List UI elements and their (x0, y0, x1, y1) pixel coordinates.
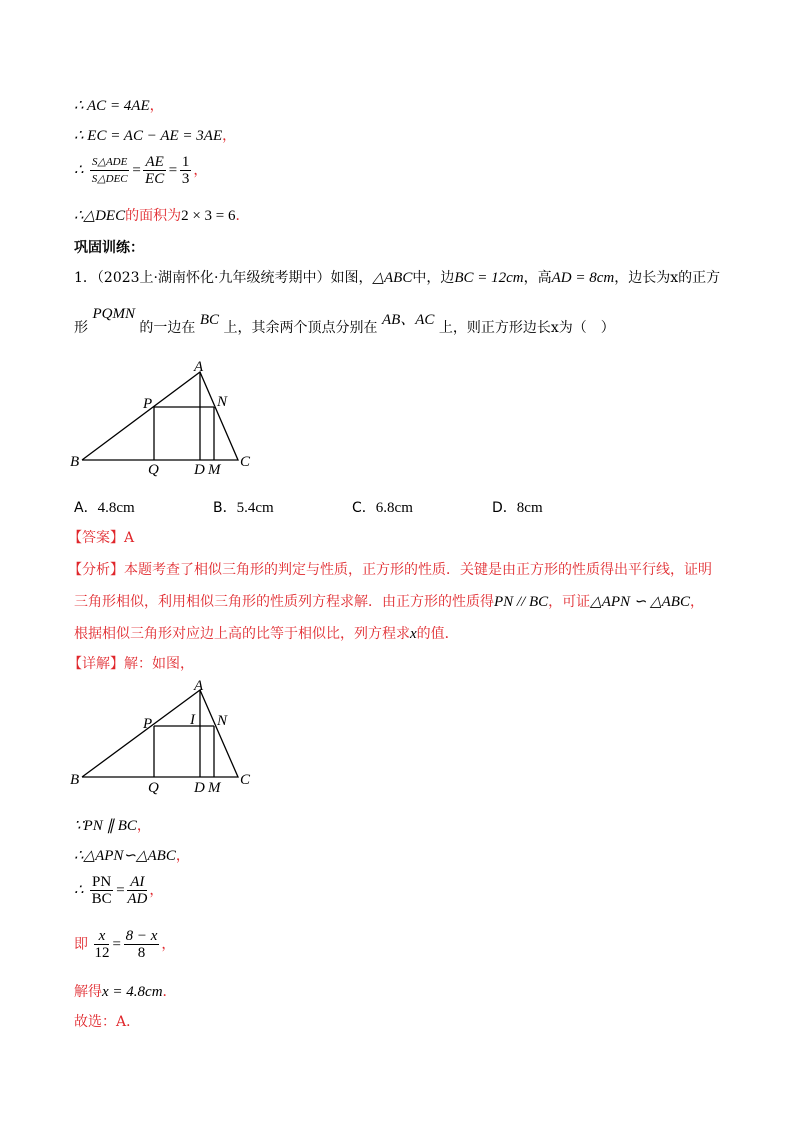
option-c[interactable]: C．6.8cm (352, 500, 413, 516)
label-B: B (70, 772, 80, 788)
detail-step-1: ∵PN ∥ BC， (74, 818, 151, 834)
label-N: N (217, 394, 228, 410)
section-title: 巩固训练： (74, 240, 144, 256)
question-line-2: 形 PQMN 的一边在 BC 上，其余两个顶点分别在 AB、AC 上，则正方形边长x为（ ） (74, 306, 615, 336)
analysis-line-2: 三角形相似，利用相似三角形的性质列方程求解．由正方形的性质得PN // BC，可证△APN ∽ △ABC， (74, 594, 704, 610)
figure-triangle-2 (68, 680, 328, 800)
label-P: P (143, 396, 153, 412)
label-D: D (194, 780, 205, 796)
option-a[interactable]: A．4.8cm (74, 500, 135, 516)
solution-line-4: ∴△DEC的面积为2 × 3 = 6． (74, 208, 250, 224)
analysis-line-3: 根据相似三角形对应边上高的比等于相似比，列方程求x的值． (74, 626, 459, 642)
label-A: A (194, 359, 204, 375)
label-M: M (208, 462, 221, 478)
label-Q: Q (148, 462, 159, 478)
label-I: I (190, 712, 195, 728)
analysis-line-1: 【分析】本题考查了相似三角形的判定与性质，正方形的性质．关键是由正方形的性质得出平行线，证明 (68, 562, 712, 578)
option-b[interactable]: B．5.4cm (213, 500, 274, 516)
label-Q: Q (148, 780, 159, 796)
figure-triangle-1 (68, 358, 328, 478)
label-P: P (143, 716, 153, 732)
label-C: C (240, 454, 251, 470)
detail-step-6: 故选：A． (74, 1014, 141, 1030)
label-D: D (194, 462, 205, 478)
detail-step-3: ∴ $\frac{PN}{BC}$ = $\frac{AI}{AD}$ ， (74, 874, 164, 907)
question-line-1: 1．（2023上·湖南怀化·九年级统考期中）如图，△ABC中，边BC = 12cm，高AD = 8cm，边长为x的正方 (74, 270, 721, 286)
fraction-area-ratio: $\frac{\text{S△ADE}}{\text{S△DEC}}$ (91, 156, 128, 185)
label-B: B (70, 454, 80, 470)
label-A: A (194, 680, 204, 694)
solution-line-3: ∴ $\frac{\text{S△ADE}}{\text{S△DEC}}$ = $\frac{AE}{EC}$ = $\frac{1}{3}$ ， (74, 154, 208, 187)
detail-step-2: ∴△APN∽△ABC， (74, 848, 190, 864)
detail-intro: 【详解】解：如图， (68, 656, 194, 672)
solution-line-1: ∴ AC = 4AE， (74, 98, 164, 114)
label-C: C (240, 772, 251, 788)
solution-line-2: ∴ EC = AC − AE = 3AE， (74, 128, 237, 144)
option-d[interactable]: D．8cm (492, 500, 543, 516)
label-N: N (217, 713, 228, 729)
detail-step-4: 即 $\frac{x}{12}$ = $\frac{8 - x}{8}$ ， (74, 928, 176, 961)
detail-step-5: 解得x = 4.8cm． (74, 984, 177, 1000)
label-M: M (208, 780, 221, 796)
answer-line: 【答案】A (68, 530, 135, 546)
